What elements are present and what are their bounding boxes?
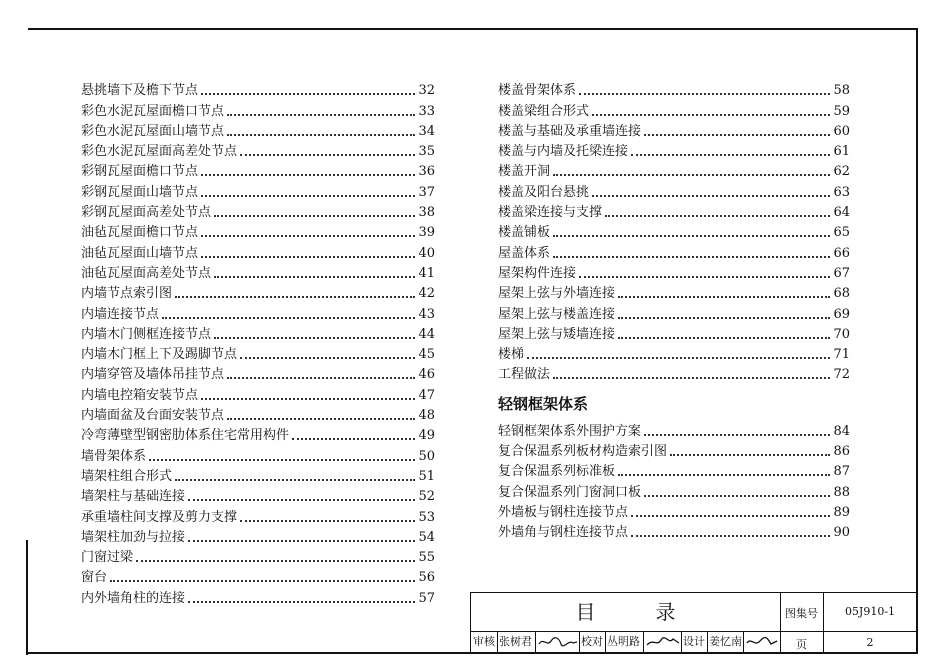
toc-entry-page: 70 — [833, 326, 850, 342]
toc-entry — [498, 480, 850, 500]
dot-leader — [553, 174, 830, 176]
toc-entry — [498, 521, 850, 541]
toc-entry — [81, 465, 435, 485]
toc-entry-page: 49 — [418, 428, 435, 444]
toc-entry-page: 43 — [418, 306, 435, 322]
dot-leader — [149, 459, 415, 461]
toc-entry — [81, 160, 435, 180]
dot-leader — [227, 377, 415, 379]
drawing-title: 目录 — [575, 600, 736, 624]
right-border-line — [916, 28, 918, 653]
dot-leader — [214, 215, 415, 217]
toc-entry-page: 88 — [833, 484, 850, 500]
toc-entry-title: 楼梯 — [498, 347, 525, 363]
dot-leader — [631, 535, 830, 537]
toc-entry-page: 47 — [418, 387, 435, 403]
toc-entry-title: 内墙木门框上下及踢脚节点 — [81, 347, 238, 363]
toc-entry-title: 油毡瓦屋面檐口节点 — [81, 225, 199, 241]
dot-leader — [201, 235, 415, 237]
dot-leader — [618, 337, 830, 339]
toc-entry — [498, 302, 850, 322]
toc-entry — [81, 546, 435, 566]
dot-leader — [553, 235, 830, 237]
page-number: 2 — [866, 636, 874, 649]
toc-entry-page: 56 — [418, 570, 435, 586]
toc-entry-page: 69 — [833, 306, 850, 322]
toc-entry-title: 承重墙柱间支撑及剪力支撑 — [81, 509, 238, 525]
dot-leader — [227, 114, 415, 116]
toc-entry-title: 楼盖及阳台悬挑 — [498, 184, 590, 200]
toc-entry — [81, 282, 435, 302]
toc-entry-page: 38 — [418, 205, 435, 221]
toc-entry — [498, 99, 850, 119]
toc-entry-page: 54 — [418, 529, 435, 545]
toc-entry — [81, 201, 435, 221]
checker-name: 丛明路 — [607, 635, 640, 648]
toc-entry-title: 内外墙角柱的连接 — [81, 590, 186, 606]
toc-entry — [498, 221, 850, 241]
dot-leader — [162, 317, 415, 319]
dot-leader — [605, 215, 830, 217]
dot-leader — [644, 134, 830, 136]
toc-entry-title: 楼盖骨架体系 — [498, 83, 577, 99]
atlas-number-label: 图集号 — [785, 607, 818, 620]
toc-entry-page: 33 — [418, 103, 435, 119]
toc-entry-title: 墙架柱与基础连接 — [81, 489, 186, 505]
dot-leader — [201, 256, 415, 258]
dot-leader — [214, 276, 415, 278]
dot-leader — [644, 495, 830, 497]
toc-entry — [498, 440, 850, 460]
toc-entry-page: 35 — [418, 144, 435, 160]
dot-leader — [618, 474, 830, 476]
dot-leader — [201, 174, 415, 176]
review-label: 审核 — [473, 635, 495, 648]
toc-entry-page: 58 — [833, 83, 850, 99]
toc-entry — [81, 262, 435, 282]
toc-entry-page: 67 — [833, 265, 850, 281]
toc-entry — [498, 501, 850, 521]
toc-entry-title: 屋架上弦与楼盖连接 — [498, 306, 616, 322]
toc-entry-title: 复合保温系列板材构造索引图 — [498, 444, 668, 460]
toc-entry-title: 屋盖体系 — [498, 245, 551, 261]
toc-entry — [81, 485, 435, 505]
toc-entry-title: 楼盖梁连接与支撑 — [498, 205, 603, 221]
dot-leader — [188, 499, 415, 501]
toc-entry — [498, 201, 850, 221]
dot-leader — [175, 479, 415, 481]
dot-leader — [240, 154, 415, 156]
toc-entry-page: 52 — [418, 489, 435, 505]
toc-entry-title: 冷弯薄壁型钢密肋体系住宅常用构件 — [81, 428, 290, 444]
toc-entry-page: 34 — [418, 123, 435, 139]
toc-entry — [81, 180, 435, 200]
toc-entry-page: 90 — [833, 525, 850, 541]
toc-entry-page: 87 — [833, 464, 850, 480]
toc-entry-title: 楼盖与基础及承重墙连接 — [498, 123, 642, 139]
toc-entry — [81, 140, 435, 160]
toc-entry-page: 41 — [418, 265, 435, 281]
toc-entry-title: 外墙板与钢柱连接节点 — [498, 504, 629, 520]
toc-entry-title: 内墙木门侧框连接节点 — [81, 326, 212, 342]
toc-entry-page: 59 — [833, 103, 850, 119]
dot-leader — [201, 93, 415, 95]
dot-leader — [527, 357, 830, 359]
toc-entry — [81, 444, 435, 464]
designer-name: 姜忆南 — [709, 635, 742, 648]
toc-entry-page: 45 — [418, 347, 435, 363]
toc-entry — [81, 79, 435, 99]
dot-leader — [188, 601, 415, 603]
dot-leader — [175, 296, 415, 298]
toc-entry-title: 外墙角与钢柱连接节点 — [498, 525, 629, 541]
toc-entry-title: 轻钢框架体系外围护方案 — [498, 423, 642, 439]
dot-leader — [227, 418, 415, 420]
toc-entry — [81, 120, 435, 140]
dot-leader — [553, 256, 830, 258]
dot-leader — [592, 114, 830, 116]
toc-entry-title: 门窗过梁 — [81, 550, 134, 566]
toc-entry-title: 屋架构件连接 — [498, 265, 577, 281]
dot-leader — [201, 398, 415, 400]
toc-entry-title: 悬挑墙下及檐下节点 — [81, 83, 199, 99]
toc-entry — [498, 419, 850, 439]
toc-entry-page: 42 — [418, 286, 435, 302]
designer-signature — [745, 635, 779, 649]
toc-entry-title: 油毡瓦屋面山墙节点 — [81, 245, 199, 261]
check-label: 校对 — [581, 635, 603, 648]
dot-leader — [227, 134, 415, 136]
toc-entry-page: 89 — [833, 504, 850, 520]
toc-entry — [498, 120, 850, 140]
toc-entry-title: 墙架柱组合形式 — [81, 468, 173, 484]
dot-leader — [579, 276, 830, 278]
toc-entry — [81, 343, 435, 363]
toc-entry-page: 63 — [833, 184, 850, 200]
toc-entry-title: 复合保温系列门窗洞口板 — [498, 484, 642, 500]
toc-entry — [81, 526, 435, 546]
toc-entry-page: 51 — [418, 468, 435, 484]
reviewer-signature — [537, 635, 579, 649]
toc-entry-title: 工程做法 — [498, 367, 551, 383]
toc-entry-page: 71 — [833, 347, 850, 363]
dot-leader — [631, 154, 830, 156]
toc-entry-title: 楼盖开洞 — [498, 164, 551, 180]
toc-entry-page: 55 — [418, 550, 435, 566]
dot-leader — [136, 560, 415, 562]
dot-leader — [292, 438, 415, 440]
toc-entry — [498, 79, 850, 99]
toc-left-column — [81, 79, 435, 607]
toc-entry — [81, 99, 435, 119]
toc-entry — [498, 343, 850, 363]
toc-entry-page: 60 — [833, 123, 850, 139]
toc-entry-title: 彩色水泥瓦屋面高差处节点 — [81, 144, 238, 160]
toc-entry-page: 86 — [833, 444, 850, 460]
dot-leader — [240, 357, 415, 359]
toc-entry — [81, 302, 435, 322]
toc-entry-page: 84 — [833, 423, 850, 439]
toc-entry — [498, 160, 850, 180]
toc-entry-title: 内墙连接节点 — [81, 306, 160, 322]
toc-entry — [81, 363, 435, 383]
left-binding-mark — [26, 540, 28, 655]
toc-entry-title: 彩钢瓦屋面山墙节点 — [81, 184, 199, 200]
dot-leader — [631, 515, 830, 517]
toc-right-column — [498, 79, 850, 541]
toc-entry — [498, 460, 850, 480]
atlas-number: 05J910-1 — [844, 605, 896, 618]
toc-entry — [498, 363, 850, 383]
toc-entry-title: 窗台 — [81, 570, 108, 586]
toc-entry-page: 61 — [833, 144, 850, 160]
toc-entry-title: 内墙节点索引图 — [81, 286, 173, 302]
toc-entry-title: 彩钢瓦屋面檐口节点 — [81, 164, 199, 180]
top-border-line — [28, 28, 918, 30]
checker-signature — [645, 635, 681, 649]
toc-entry-page: 62 — [833, 164, 850, 180]
toc-entry-page: 36 — [418, 164, 435, 180]
toc-entry — [498, 140, 850, 160]
toc-entry — [81, 586, 435, 606]
toc-entry — [81, 383, 435, 403]
toc-entry-title: 内墙面盆及台面安装节点 — [81, 408, 225, 424]
dot-leader — [110, 580, 415, 582]
design-label: 设计 — [683, 635, 705, 648]
toc-entry-page: 72 — [833, 367, 850, 383]
toc-entry-page: 44 — [418, 326, 435, 342]
toc-entry — [498, 282, 850, 302]
dot-leader — [592, 195, 830, 197]
toc-entry-page: 39 — [418, 225, 435, 241]
toc-entry-page: 53 — [418, 509, 435, 525]
toc-entry — [81, 424, 435, 444]
toc-entry — [81, 241, 435, 261]
toc-entry-title: 屋架上弦与矮墙连接 — [498, 326, 616, 342]
toc-entry-page: 65 — [833, 225, 850, 241]
dot-leader — [618, 317, 830, 319]
toc-entry-page: 40 — [418, 245, 435, 261]
reviewer-name: 张树君 — [499, 635, 532, 648]
dot-leader — [670, 454, 830, 456]
toc-entry — [498, 323, 850, 343]
toc-entry — [498, 262, 850, 282]
toc-entry-page: 68 — [833, 286, 850, 302]
toc-entry-title: 复合保温系列标准板 — [498, 464, 616, 480]
toc-entry — [498, 241, 850, 261]
toc-entry-page: 37 — [418, 184, 435, 200]
toc-entry-page: 48 — [418, 408, 435, 424]
toc-entry-title: 内墙电控箱安装节点 — [81, 387, 199, 403]
toc-entry-page: 66 — [833, 245, 850, 261]
title-block — [470, 592, 917, 653]
page-label: 页 — [796, 638, 807, 651]
dot-leader — [579, 93, 830, 95]
toc-entry — [498, 180, 850, 200]
toc-entry-title: 墙骨架体系 — [81, 448, 147, 464]
toc-entry-page: 50 — [418, 448, 435, 464]
toc-entry — [81, 323, 435, 343]
dot-leader — [644, 434, 830, 436]
toc-entry-title: 彩色水泥瓦屋面檐口节点 — [81, 103, 225, 119]
section-heading: 轻钢框架体系 — [498, 395, 589, 414]
toc-entry-title: 楼盖与内墙及托梁连接 — [498, 144, 629, 160]
toc-entry — [81, 566, 435, 586]
dot-leader — [201, 195, 415, 197]
toc-entry-title: 楼盖梁组合形式 — [498, 103, 590, 119]
toc-entry-title: 墙架柱加劲与拉接 — [81, 529, 186, 545]
dot-leader — [214, 337, 415, 339]
toc-entry-title: 彩钢瓦屋面高差处节点 — [81, 205, 212, 221]
toc-entry-page: 57 — [418, 590, 435, 606]
toc-entry-title: 内墙穿管及墙体吊挂节点 — [81, 367, 225, 383]
dot-leader — [240, 520, 415, 522]
dot-leader — [618, 296, 830, 298]
toc-entry-title: 油毡瓦屋面高差处节点 — [81, 265, 212, 281]
toc-entry-page: 32 — [418, 83, 435, 99]
toc-entry — [81, 505, 435, 525]
toc-entry-title: 楼盖铺板 — [498, 225, 551, 241]
toc-entry — [81, 221, 435, 241]
dot-leader — [188, 540, 415, 542]
toc-entry-title: 彩色水泥瓦屋面山墙节点 — [81, 123, 225, 139]
dot-leader — [553, 377, 830, 379]
toc-entry — [81, 404, 435, 424]
toc-entry-page: 46 — [418, 367, 435, 383]
toc-entry-page: 64 — [833, 205, 850, 221]
toc-entry-title: 屋架上弦与外墙连接 — [498, 286, 616, 302]
